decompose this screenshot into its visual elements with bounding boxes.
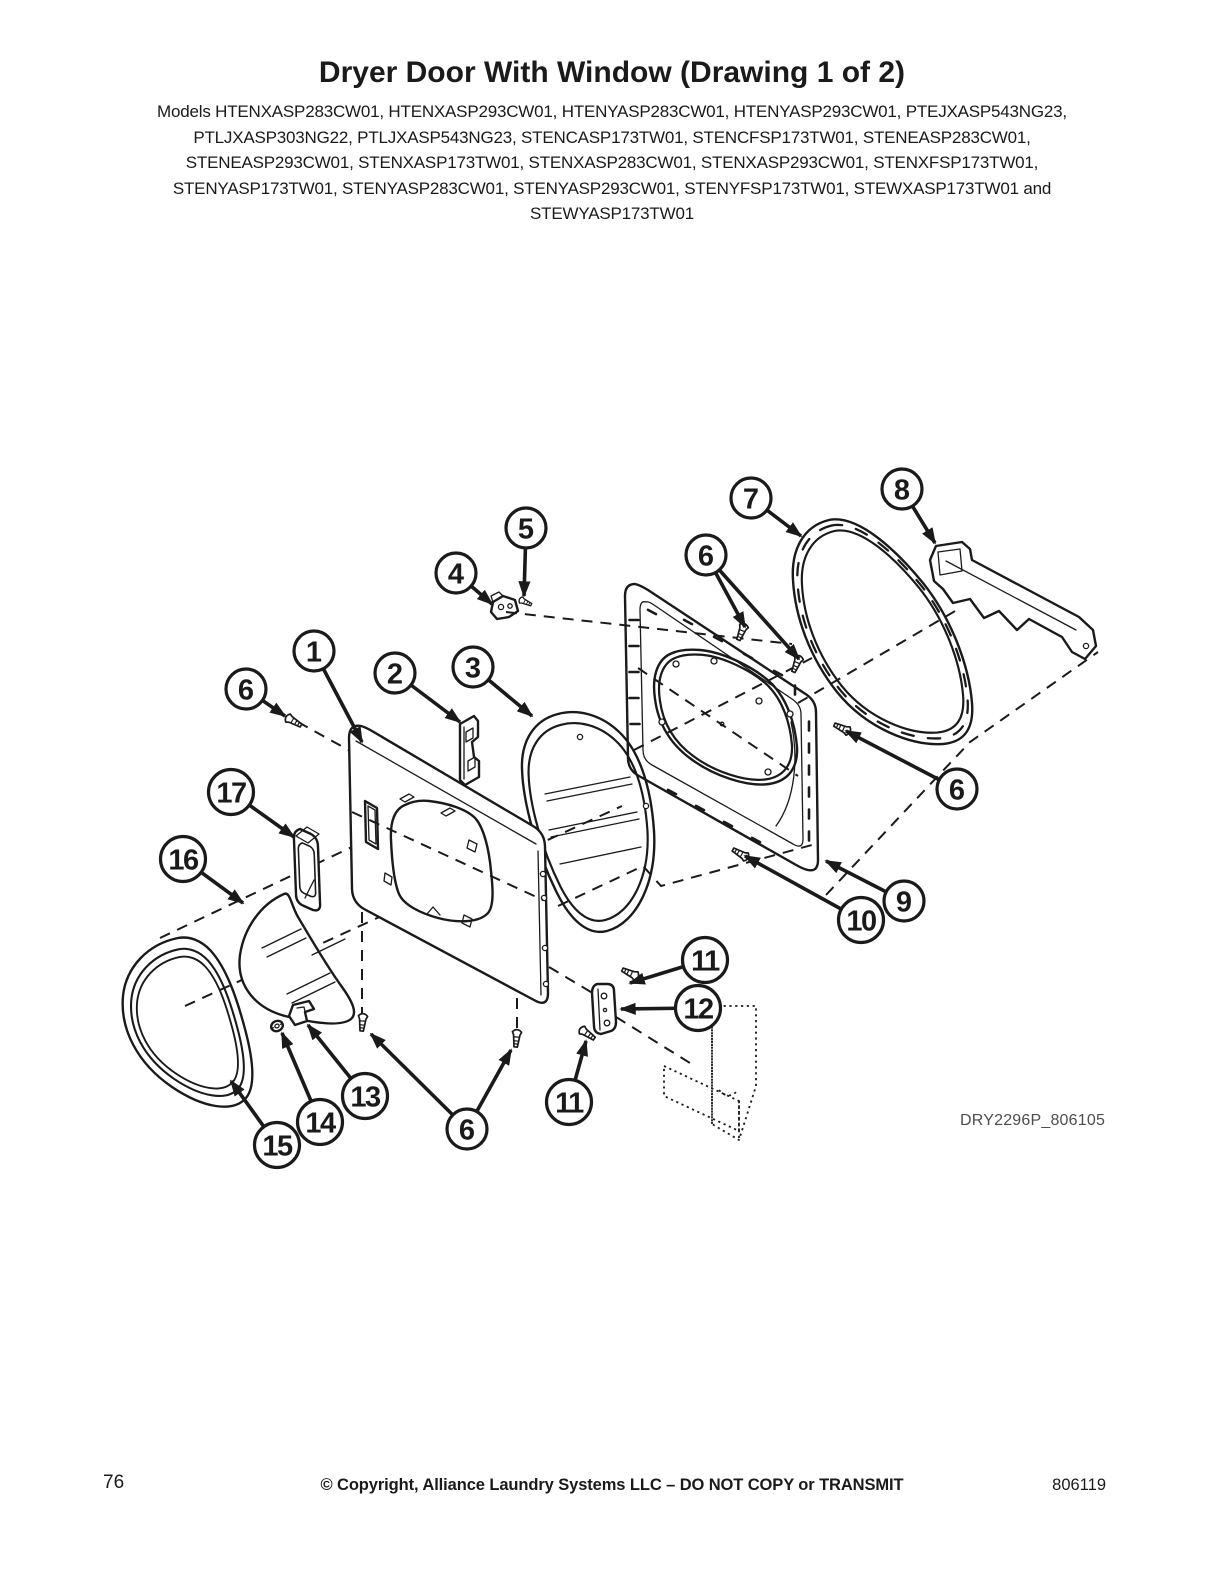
callout-4: [436, 553, 492, 604]
callout-number: 1: [305, 636, 323, 669]
part-push-nut-14: [269, 1019, 284, 1033]
part-outer-door-panel-1: [349, 726, 549, 1003]
callout-number: 9: [895, 886, 913, 919]
callout-2: [375, 653, 460, 722]
callout-number: 10: [846, 905, 876, 938]
screw-icon: [518, 596, 533, 608]
callout-number: 15: [262, 1130, 292, 1163]
callout-6: [371, 1034, 511, 1149]
callout-number: 6: [697, 540, 715, 573]
callout-annotations: [161, 469, 978, 1168]
callout-16: [161, 837, 244, 904]
callout-17: [209, 770, 295, 838]
callout-number: 7: [742, 483, 760, 516]
screw-icon: [734, 622, 749, 641]
screw-icon: [357, 1013, 368, 1031]
page-title: Dryer Door With Window (Drawing 1 of 2): [318, 56, 906, 89]
callout-number: 11: [555, 1087, 583, 1120]
callout-number: 3: [464, 652, 482, 685]
screw-icon: [511, 1029, 522, 1047]
callout-7: [731, 478, 801, 536]
screw-icon: [620, 965, 640, 981]
callout-6: [846, 731, 977, 809]
callout-number: 6: [948, 774, 966, 807]
callout-number: 13: [350, 1081, 380, 1114]
model-list-line: PTLJXASP303NG22, PTLJXASP543NG23, STENCASP173TW01, STENCFSP173TW01, STENEASP283CW01,: [193, 127, 1031, 147]
callout-number: 6: [458, 1114, 476, 1147]
callout-number: 5: [517, 513, 535, 546]
model-list-line: STENEASP293CW01, STENXASP173TW01, STENXASP283CW01, STENXASP293CW01, STENXFSP173TW01,: [185, 153, 1039, 172]
document-number: 806119: [1052, 1476, 1106, 1494]
page-number: 76: [103, 1472, 125, 1493]
callout-6: [226, 669, 285, 716]
callout-3: [453, 647, 532, 716]
part-handle-trim-17: [294, 827, 320, 910]
callout-12: [621, 986, 721, 1031]
diagram-code-label: DRY2296P_806105: [960, 1112, 1106, 1129]
callout-number: 4: [447, 558, 465, 591]
model-list-line: STENYASP173TW01, STENYASP283CW01, STENYASP293CW01, STENYFSP173TW01, STEWXASP173TW01 and: [172, 178, 1052, 198]
copyright-notice: © Copyright, Alliance Laundry Systems LLC – DO NOT COPY or TRANSMIT: [320, 1476, 904, 1494]
model-list-line: Models HTENXASP283CW01, HTENXASP293CW01, HTENYASP283CW01, HTENYASP293CW01, PTEJXASP543NG23,: [157, 102, 1067, 121]
callout-number: 6: [237, 674, 255, 707]
callout-number: 12: [683, 993, 713, 1026]
callout-number: 17: [216, 777, 246, 810]
part-hinge-plate-12: [592, 984, 616, 1034]
callout-15: [231, 1081, 300, 1168]
callout-number: 14: [305, 1107, 335, 1140]
part-latch-strip-2: [460, 716, 479, 785]
callout-number: 8: [893, 474, 911, 507]
model-list-line: STEWYASP173TW01: [530, 204, 694, 223]
part-hinge-filler-8: [930, 542, 1096, 659]
callout-number: 16: [168, 844, 198, 877]
callout-number: 2: [386, 658, 404, 691]
screw-icon: [731, 846, 751, 863]
callout-5: [506, 508, 546, 596]
screw-icon: [284, 713, 304, 730]
part-strike-bracket-4: [491, 592, 518, 619]
callout-number: 11: [691, 945, 719, 978]
callout-11: [547, 1041, 592, 1125]
callout-8: [882, 469, 935, 543]
callout-11: [630, 938, 728, 984]
